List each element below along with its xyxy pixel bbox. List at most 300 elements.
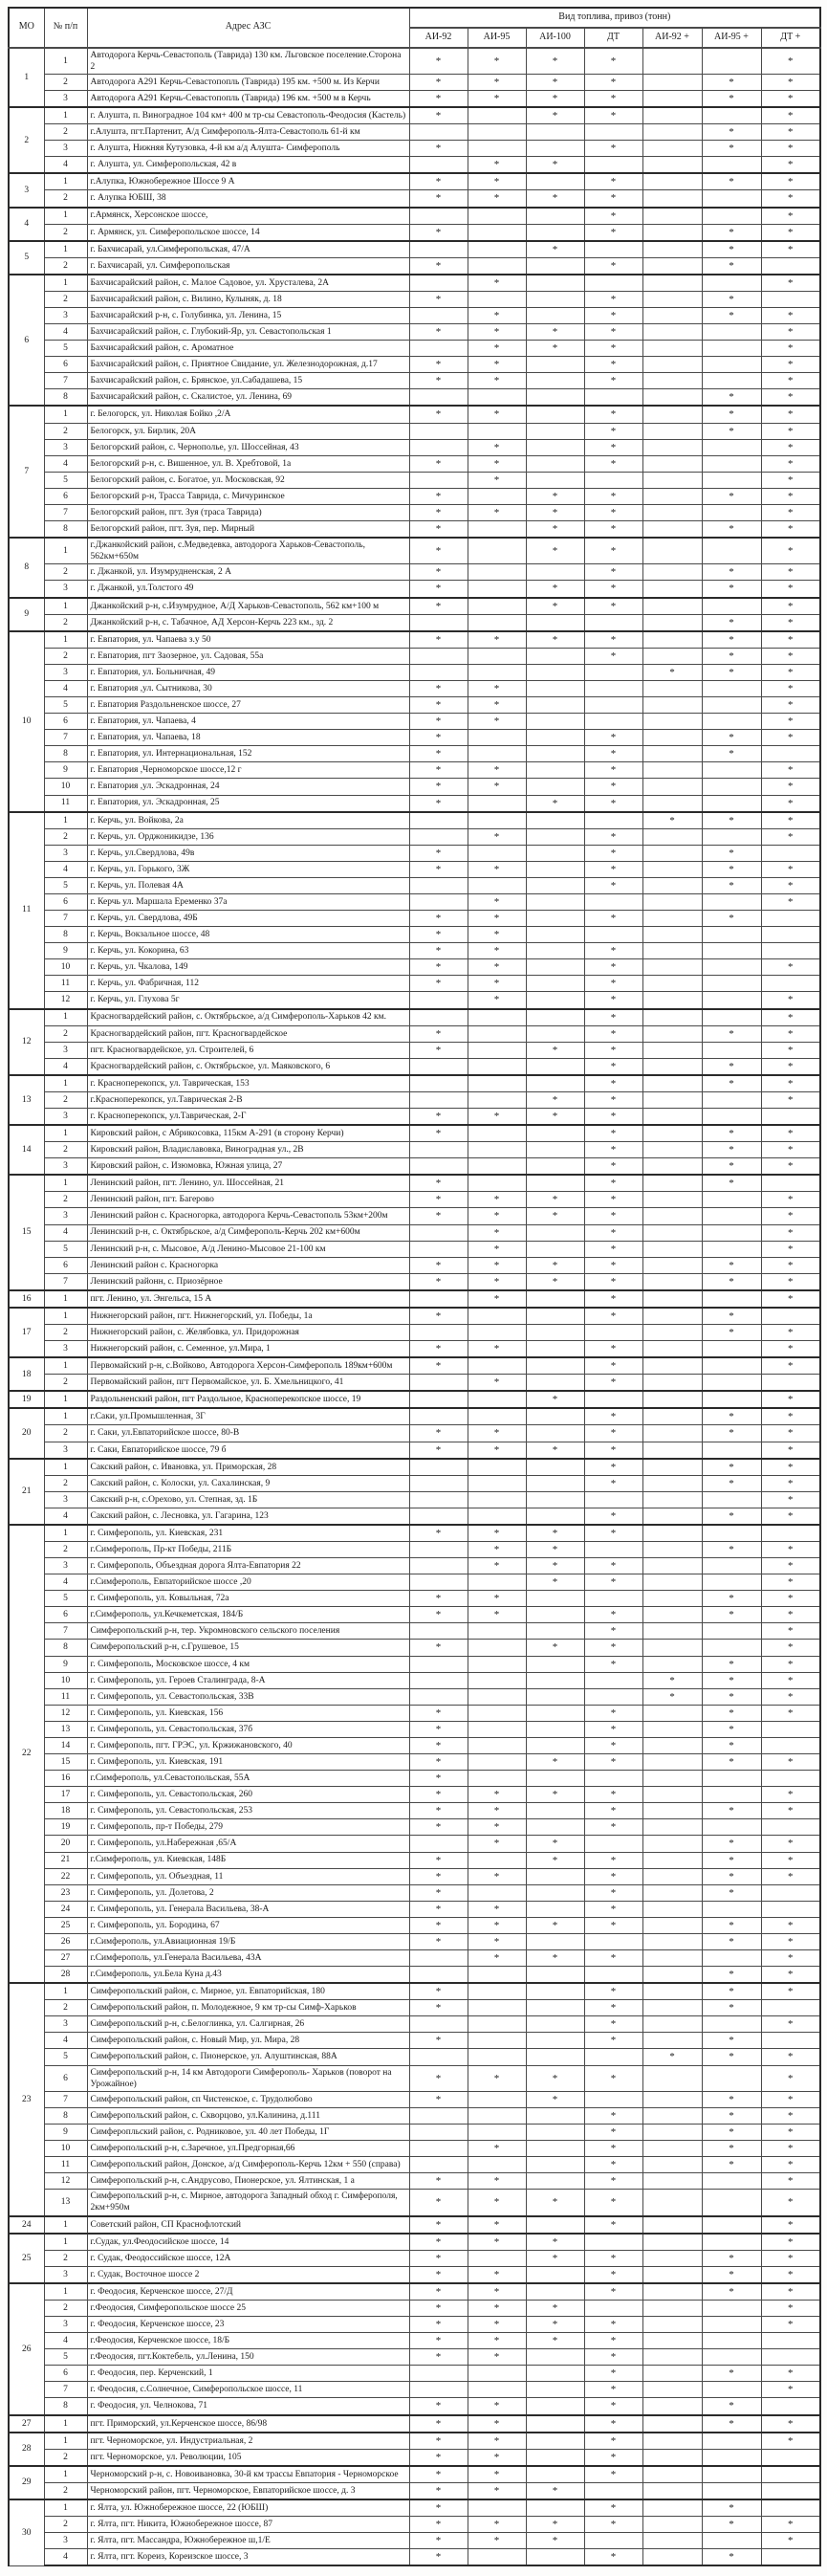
fuel-mark-cell-1: * (468, 2333, 526, 2349)
fuel-mark-cell-4 (642, 2466, 702, 2483)
address-cell: г. Евпатория, пгт Заозерное, ул. Садовая, 55а (87, 648, 409, 664)
fuel-mark-cell-2 (526, 1142, 584, 1158)
fuel-mark-cell-6 (761, 2499, 820, 2517)
fuel-mark-cell-2 (526, 812, 584, 829)
table-row (9, 2549, 820, 2566)
fuel-mark-cell-5: * (702, 1475, 761, 1491)
row-number-cell: 1 (44, 631, 87, 649)
fuel-mark-cell-3: * (584, 1375, 642, 1392)
fuel-mark-cell-0: * (409, 2173, 468, 2190)
fuel-mark-cell-4 (642, 762, 702, 779)
table-row (9, 2190, 820, 2216)
fuel-mark-cell-0: * (409, 90, 468, 107)
fuel-mark-cell-6: * (761, 2157, 820, 2173)
address-cell: г.Судак, ул.Феодосийское шоссе, 14 (87, 2234, 409, 2251)
fuel-mark-cell-6: * (761, 1325, 820, 1341)
address-cell: Нижнегорский район, пгт. Нижнегорский, ул. Победы, 1а (87, 1308, 409, 1325)
table-row (9, 861, 820, 877)
row-number-cell: 1 (44, 1290, 87, 1308)
table-row (9, 488, 820, 504)
fuel-mark-cell-2: * (526, 341, 584, 357)
fuel-mark-cell-1: * (468, 324, 526, 341)
address-cell: г. Керчь, ул. Полевая 4А (87, 877, 409, 893)
fuel-mark-cell-4 (642, 1542, 702, 1558)
address-cell: г. Керчь, Вокзальное шоссе, 48 (87, 927, 409, 943)
fuel-mark-cell-2 (526, 762, 584, 779)
row-number-cell: 7 (44, 1273, 87, 1290)
fuel-mark-cell-6: * (761, 1852, 820, 1868)
fuel-mark-cell-0 (409, 893, 468, 910)
fuel-mark-cell-1: * (468, 357, 526, 373)
fuel-mark-cell-4 (642, 1224, 702, 1241)
fuel-mark-cell-6: * (761, 2433, 820, 2450)
fuel-mark-cell-4 (642, 2449, 702, 2466)
fuel-mark-cell-5 (702, 1949, 761, 1966)
row-number-cell: 14 (44, 1737, 87, 1753)
fuel-mark-cell-0: * (409, 1917, 468, 1933)
fuel-mark-cell-2 (526, 877, 584, 893)
fuel-mark-cell-4 (642, 1721, 702, 1737)
fuel-mark-cell-6: * (761, 1158, 820, 1176)
fuel-mark-cell-4 (642, 1341, 702, 1358)
row-number-cell: 2 (44, 74, 87, 90)
fuel-mark-cell-2 (526, 1224, 584, 1241)
fuel-mark-cell-5 (702, 504, 761, 520)
fuel-mark-cell-5 (702, 893, 761, 910)
fuel-mark-cell-4 (642, 389, 702, 407)
fuel-mark-cell-3: * (584, 2398, 642, 2415)
address-cell: г.Саки, ул.Промышленная, 3Г (87, 1408, 409, 1425)
address-cell: Ленинский район с. Красногорка, автодорога Керчь-Севастополь 53км+200м (87, 1208, 409, 1224)
fuel-mark-cell-1 (468, 1705, 526, 1721)
fuel-mark-cell-2 (526, 2124, 584, 2140)
fuel-mark-cell-0: * (409, 2091, 468, 2107)
fuel-mark-cell-1 (468, 2366, 526, 2382)
fuel-mark-cell-2 (526, 746, 584, 762)
row-number-cell: 1 (44, 173, 87, 190)
address-cell: Бахчисарайский район, с. Глубокий-Яр, ул. Севастопольская 1 (87, 324, 409, 341)
row-number-cell: 4 (44, 2333, 87, 2349)
table-row (9, 74, 820, 90)
address-cell: Бахчисарайский район, с. Вилино, Кулыняк, д. 18 (87, 291, 409, 307)
row-number-cell: 3 (44, 141, 87, 157)
table-row (9, 762, 820, 779)
fuel-mark-cell-5 (702, 795, 761, 812)
fuel-mark-cell-6 (761, 1901, 820, 1917)
fuel-mark-cell-4 (642, 1803, 702, 1819)
table-row (9, 680, 820, 696)
fuel-mark-cell-6: * (761, 2234, 820, 2251)
fuel-mark-cell-4 (642, 2173, 702, 2190)
fuel-mark-cell-6 (761, 1375, 820, 1392)
fuel-mark-cell-0: * (409, 1192, 468, 1208)
table-row (9, 1042, 820, 1058)
fuel-mark-cell-5: * (702, 1308, 761, 1325)
fuel-mark-cell-2 (526, 664, 584, 680)
fuel-mark-cell-0: * (409, 291, 468, 307)
table-row (9, 730, 820, 746)
fuel-mark-cell-1 (468, 1125, 526, 1142)
fuel-mark-cell-2 (526, 291, 584, 307)
fuel-mark-cell-2 (526, 648, 584, 664)
fuel-mark-cell-6: * (761, 2366, 820, 2382)
fuel-mark-cell-4 (642, 2433, 702, 2450)
table-row (9, 2173, 820, 2190)
fuel-mark-cell-4 (642, 1705, 702, 1721)
fuel-mark-cell-2 (526, 1009, 584, 1026)
fuel-mark-cell-1: * (468, 2482, 526, 2499)
fuel-mark-cell-5 (702, 1623, 761, 1640)
fuel-mark-cell-3 (584, 1771, 642, 1787)
fuel-mark-cell-4 (642, 1771, 702, 1787)
fuel-mark-cell-0 (409, 992, 468, 1009)
fuel-mark-cell-5 (702, 1208, 761, 1224)
fuel-mark-cell-2: * (526, 521, 584, 539)
row-number-cell: 7 (44, 2091, 87, 2107)
row-number-cell: 2 (44, 2000, 87, 2016)
fuel-mark-cell-2 (526, 1607, 584, 1623)
fuel-mark-cell-1: * (468, 1558, 526, 1574)
table-row (9, 2415, 820, 2433)
fuel-mark-cell-6: * (761, 1688, 820, 1705)
table-row (9, 538, 820, 564)
fuel-mark-cell-1 (468, 2250, 526, 2266)
fuel-mark-cell-5: * (702, 911, 761, 927)
fuel-mark-cell-3 (584, 2533, 642, 2549)
fuel-mark-cell-5 (702, 2349, 761, 2366)
fuel-mark-cell-6 (761, 927, 820, 943)
fuel-mark-cell-2 (526, 2433, 584, 2450)
fuel-mark-cell-5: * (702, 1754, 761, 1771)
fuel-mark-cell-4 (642, 1108, 702, 1125)
fuel-mark-cell-4 (642, 1491, 702, 1508)
table-row (9, 2250, 820, 2266)
fuel-mark-cell-5: * (702, 1836, 761, 1852)
fuel-mark-cell-0: * (409, 2234, 468, 2251)
fuel-mark-cell-6: * (761, 2124, 820, 2140)
table-row (9, 141, 820, 157)
fuel-mark-cell-0: * (409, 1208, 468, 1224)
row-number-cell: 4 (44, 2033, 87, 2049)
row-number-cell: 4 (44, 157, 87, 174)
fuel-mark-cell-3: * (584, 2283, 642, 2301)
address-cell: Кировский район, Владиславовка, Виноградная ул., 2В (87, 1142, 409, 1158)
address-cell: г. Симферополь, ул. Севастопольская, 253 (87, 1803, 409, 1819)
fuel-mark-cell-5 (702, 762, 761, 779)
row-number-cell: 8 (44, 746, 87, 762)
fuel-mark-cell-6: * (761, 1640, 820, 1656)
row-number-cell: 3 (44, 1108, 87, 1125)
fuel-mark-cell-2 (526, 1803, 584, 1819)
fuel-mark-cell-4 (642, 1142, 702, 1158)
fuel-mark-cell-5: * (702, 1868, 761, 1884)
row-number-cell: 8 (44, 1640, 87, 1656)
table-row (9, 1241, 820, 1257)
fuel-mark-cell-1: * (468, 1241, 526, 1257)
fuel-mark-cell-2 (526, 779, 584, 795)
fuel-mark-cell-1 (468, 2124, 526, 2140)
address-cell: г. Евпатория, ул. Эскадронная, 25 (87, 795, 409, 812)
fuel-mark-cell-3: * (584, 2033, 642, 2049)
fuel-mark-cell-0: * (409, 976, 468, 992)
fuel-mark-cell-6: * (761, 762, 820, 779)
fuel-mark-cell-4 (642, 845, 702, 861)
fuel-mark-cell-0: * (409, 324, 468, 341)
fuel-mark-cell-5: * (702, 1125, 761, 1142)
row-number-cell: 6 (44, 2366, 87, 2382)
fuel-mark-cell-4 (642, 714, 702, 730)
fuel-mark-cell-2 (526, 141, 584, 157)
fuel-mark-cell-4 (642, 2065, 702, 2091)
fuel-mark-cell-3: * (584, 1091, 642, 1108)
fuel-mark-cell-1 (468, 224, 526, 241)
fuel-mark-cell-3: * (584, 861, 642, 877)
fuel-mark-cell-2 (526, 680, 584, 696)
fuel-mark-cell-6: * (761, 538, 820, 564)
table-row (9, 812, 820, 829)
fuel-mark-cell-5: * (702, 1705, 761, 1721)
fuel-mark-cell-0: * (409, 357, 468, 373)
header-address: Адрес АЗС (87, 8, 409, 48)
fuel-mark-cell-6: * (761, 2016, 820, 2033)
fuel-mark-cell-4 (642, 2301, 702, 2317)
fuel-mark-cell-2 (526, 2141, 584, 2157)
fuel-mark-cell-5 (702, 992, 761, 1009)
fuel-mark-cell-5: * (702, 2398, 761, 2415)
address-cell: Симферопольский район, с. Мирное, ул. Евпаторийская, 180 (87, 1983, 409, 2000)
fuel-mark-cell-3: * (584, 190, 642, 208)
mo-cell: 10 (9, 631, 44, 812)
fuel-mark-cell-2: * (526, 2301, 584, 2317)
table-row (9, 341, 820, 357)
fuel-mark-cell-3: * (584, 1273, 642, 1290)
fuel-mark-cell-3 (584, 124, 642, 141)
fuel-mark-cell-4 (642, 2000, 702, 2016)
fuel-mark-cell-2: * (526, 107, 584, 124)
fuel-mark-cell-3: * (584, 1475, 642, 1491)
fuel-mark-cell-6: * (761, 1672, 820, 1688)
fuel-mark-cell-3: * (584, 2216, 642, 2234)
row-number-cell: 7 (44, 1623, 87, 1640)
address-cell: Первомайский р-н, с.Войково, Автодорога Херсон-Симферополь 189км+600м (87, 1357, 409, 1375)
header-ai95-plus: АИ-95 + (702, 28, 761, 48)
address-cell: г. Бахчисарай, ул. Симферопольская (87, 257, 409, 275)
fuel-mark-cell-3: * (584, 2000, 642, 2016)
fuel-mark-cell-5: * (702, 861, 761, 877)
fuel-mark-cell-3 (584, 1967, 642, 1984)
fuel-mark-cell-2: * (526, 2190, 584, 2216)
fuel-mark-cell-5 (702, 439, 761, 455)
address-cell: г. Феодосия, пер. Керченский, 1 (87, 2366, 409, 2382)
fuel-mark-cell-5 (702, 1640, 761, 1656)
fuel-mark-cell-6: * (761, 2415, 820, 2433)
fuel-mark-cell-6: * (761, 614, 820, 631)
fuel-mark-cell-3: * (584, 1640, 642, 1656)
address-cell: Белогорский р-н, Трасса Таврида, с. Мичуринское (87, 488, 409, 504)
header-ai95: АИ-95 (468, 28, 526, 48)
row-number-cell: 1 (44, 241, 87, 258)
table-row (9, 1591, 820, 1607)
address-cell: г. Керчь ул. Маршала Еременко 37а (87, 893, 409, 910)
mo-cell: 9 (9, 598, 44, 631)
address-cell: Симферопольский район, с. Пионерское, ул. Алуштинская, 88А (87, 2049, 409, 2065)
fuel-mark-cell-3 (584, 1325, 642, 1341)
address-cell: Автодорога Керчь-Севастополь (Таврида) 130 км. Льговское поселение.Сторона 2 (87, 48, 409, 75)
fuel-mark-cell-3: * (584, 173, 642, 190)
fuel-mark-cell-4 (642, 1075, 702, 1092)
table-row (9, 943, 820, 959)
address-cell: г. Ялта, пгт. Никита, Южнобережное шоссе, 87 (87, 2517, 409, 2533)
address-cell: г. Бахчисарай, ул.Симферопольская, 47/А (87, 241, 409, 258)
address-cell: г. Феодосия, Керченское шоссе, 23 (87, 2317, 409, 2333)
mo-cell: 11 (9, 812, 44, 1009)
fuel-mark-cell-0: * (409, 2466, 468, 2483)
fuel-mark-cell-1: * (468, 1917, 526, 1933)
fuel-mark-cell-3: * (584, 2065, 642, 2091)
header-num: № п/п (44, 8, 87, 48)
fuel-mark-cell-6: * (761, 389, 820, 407)
fuel-mark-cell-1: * (468, 341, 526, 357)
fuel-mark-cell-5: * (702, 845, 761, 861)
fuel-mark-cell-3 (584, 2301, 642, 2317)
fuel-mark-cell-0: * (409, 2301, 468, 2317)
fuel-mark-cell-2: * (526, 2091, 584, 2107)
table-row (9, 324, 820, 341)
address-cell: г. Керчь, ул. Кокорина, 63 (87, 943, 409, 959)
fuel-mark-cell-3: * (584, 581, 642, 598)
fuel-mark-cell-5 (702, 2317, 761, 2333)
fuel-mark-cell-1: * (468, 1787, 526, 1803)
fuel-mark-cell-0: * (409, 1125, 468, 1142)
fuel-mark-cell-5: * (702, 1656, 761, 1672)
row-number-cell: 2 (44, 2250, 87, 2266)
fuel-mark-cell-4 (642, 241, 702, 258)
address-cell: Белогорский район, пгт. Зуя (траса Таврида) (87, 504, 409, 520)
fuel-mark-cell-0: * (409, 1852, 468, 1868)
fuel-mark-cell-4 (642, 357, 702, 373)
fuel-mark-cell-5 (702, 1771, 761, 1787)
fuel-mark-cell-1: * (468, 680, 526, 696)
address-cell: Симферопольский район, Донское, а/д Симферополь-Керчь 12км + 550 (справа) (87, 2157, 409, 2173)
fuel-mark-cell-4 (642, 423, 702, 439)
fuel-mark-cell-6: * (761, 812, 820, 829)
address-cell: г.Симферополь, ул.Авиационная 19/Б (87, 1933, 409, 1949)
fuel-mark-cell-6: * (761, 828, 820, 845)
row-number-cell: 21 (44, 1852, 87, 1868)
fuel-mark-cell-5 (702, 2173, 761, 2190)
fuel-mark-cell-1 (468, 730, 526, 746)
header-ai100: АИ-100 (526, 28, 584, 48)
fuel-mark-cell-1: * (468, 2173, 526, 2190)
fuel-mark-cell-4 (642, 564, 702, 581)
table-header (9, 8, 820, 48)
fuel-mark-cell-3: * (584, 488, 642, 504)
fuel-mark-cell-3: * (584, 1787, 642, 1803)
fuel-mark-cell-3: * (584, 1341, 642, 1358)
fuel-mark-cell-4 (642, 224, 702, 241)
fuel-mark-cell-3: * (584, 648, 642, 664)
fuel-mark-cell-5: * (702, 746, 761, 762)
address-cell: Бахчисарайский район, с. Ароматное (87, 341, 409, 357)
row-number-cell: 1 (44, 1308, 87, 1325)
fuel-mark-cell-6: * (761, 208, 820, 225)
fuel-mark-cell-1: * (468, 1542, 526, 1558)
fuel-mark-cell-4 (642, 1325, 702, 1341)
row-number-cell: 11 (44, 2157, 87, 2173)
row-number-cell: 3 (44, 1158, 87, 1176)
fuel-mark-cell-2: * (526, 1787, 584, 1803)
fuel-mark-cell-3 (584, 1688, 642, 1705)
fuel-mark-cell-4 (642, 157, 702, 174)
fuel-mark-cell-2: * (526, 1836, 584, 1852)
fuel-mark-cell-6: * (761, 1025, 820, 1042)
fuel-mark-cell-3 (584, 1836, 642, 1852)
fuel-mark-cell-0: * (409, 1933, 468, 1949)
fuel-mark-cell-0 (409, 1542, 468, 1558)
address-cell: г. Симферополь, ул. Севастопольская, 33В (87, 1688, 409, 1705)
fuel-mark-cell-5 (702, 1442, 761, 1459)
address-cell: г. Керчь, ул. Свердлова, 49Б (87, 911, 409, 927)
fuel-mark-cell-4 (642, 598, 702, 615)
mo-cell: 29 (9, 2466, 44, 2499)
fuel-mark-cell-0: * (409, 680, 468, 696)
fuel-mark-cell-1: * (468, 1375, 526, 1392)
fuel-mark-cell-2 (526, 2398, 584, 2415)
fuel-mark-cell-1 (468, 746, 526, 762)
fuel-mark-cell-1 (468, 581, 526, 598)
fuel-mark-cell-4 (642, 1375, 702, 1392)
fuel-mark-cell-1: * (468, 74, 526, 90)
address-cell: г. Керчь, ул. Фабричная, 112 (87, 976, 409, 992)
fuel-mark-cell-0 (409, 828, 468, 845)
row-number-cell: 3 (44, 2533, 87, 2549)
fuel-mark-cell-5: * (702, 614, 761, 631)
fuel-mark-cell-6: * (761, 1357, 820, 1375)
fuel-mark-cell-2: * (526, 2317, 584, 2333)
fuel-mark-cell-3: * (584, 406, 642, 423)
row-number-cell: 1 (44, 208, 87, 225)
fuel-mark-cell-4 (642, 1408, 702, 1425)
fuel-mark-cell-4 (642, 1442, 702, 1459)
fuel-mark-cell-2 (526, 1591, 584, 1607)
fuel-mark-cell-0: * (409, 1721, 468, 1737)
fuel-mark-cell-1: * (468, 927, 526, 943)
row-number-cell: 4 (44, 1224, 87, 1241)
fuel-mark-cell-0: * (409, 2533, 468, 2549)
fuel-mark-cell-3: * (584, 1459, 642, 1476)
row-number-cell: 2 (44, 2449, 87, 2466)
table-row (9, 1091, 820, 1108)
fuel-mark-cell-1 (468, 241, 526, 258)
fuel-mark-cell-6: * (761, 2533, 820, 2549)
address-cell: г. Саки, ул.Евпаторийское шоссе, 80-В (87, 1425, 409, 1442)
fuel-mark-cell-4 (642, 911, 702, 927)
fuel-mark-cell-6: * (761, 598, 820, 615)
fuel-mark-cell-3: * (584, 845, 642, 861)
row-number-cell: 8 (44, 2107, 87, 2124)
fuel-mark-cell-5 (702, 1787, 761, 1803)
fuel-mark-cell-1 (468, 598, 526, 615)
fuel-mark-cell-3 (584, 275, 642, 292)
row-number-cell: 1 (44, 1357, 87, 1375)
address-cell: г. Керчь, ул. Чкалова, 149 (87, 959, 409, 976)
fuel-mark-cell-2 (526, 730, 584, 746)
address-cell: г. Симферополь, Объездная дорога Ялта-Евпатория 22 (87, 1558, 409, 1574)
fuel-mark-cell-4 (642, 107, 702, 124)
fuel-mark-cell-5: * (702, 1721, 761, 1737)
address-cell: Симферопольский район, с. Скворцово, ул.Калинина, д.111 (87, 2107, 409, 2124)
fuel-mark-cell-3: * (584, 746, 642, 762)
